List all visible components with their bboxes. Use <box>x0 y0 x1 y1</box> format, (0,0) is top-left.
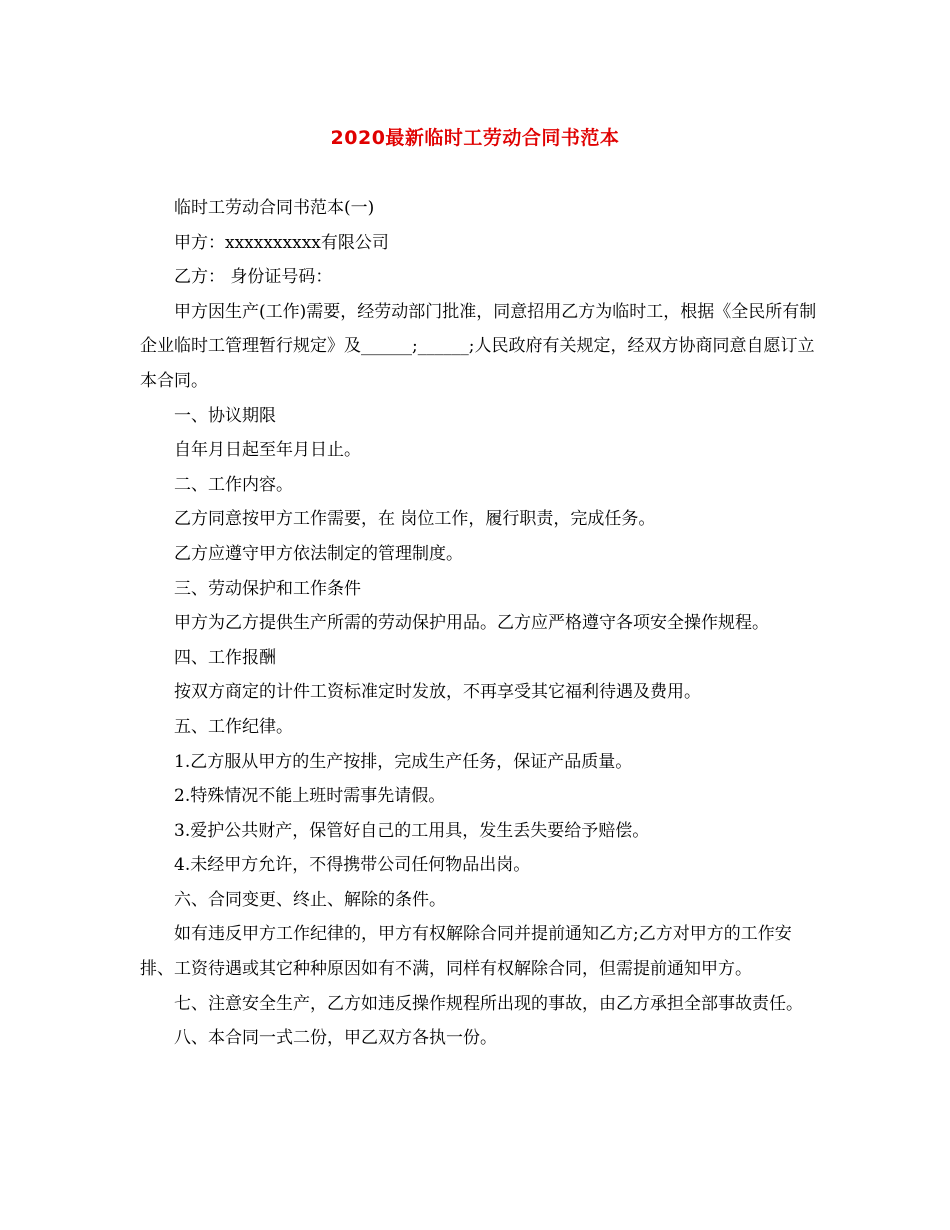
list-item-discipline-2: 2.特殊情况不能上班时需事先请假。 <box>174 786 446 807</box>
paragraph-work-content-2: 乙方应遵守甲方依法制定的管理制度。 <box>174 543 463 564</box>
section-heading-discipline: 五、工作纪律。 <box>174 716 293 737</box>
section-heading-termination: 六、合同变更、终止、解除的条件。 <box>174 889 446 910</box>
paragraph-preamble: 甲方因生产(工作)需要，经劳动部门批准，同意招用乙方为临时工，根据《全民所有制企业临时工管理暂行规定》及______;______;人民政府有关规定，经双方协商同意自愿订立本合同。 <box>140 301 817 391</box>
paragraph-term: 自年月日起至年月日止。 <box>174 440 361 461</box>
paragraph-copies: 八、本合同一式二份，甲乙双方各执一份。 <box>174 1028 497 1049</box>
paragraph-party-b: 乙方： 身份证号码： <box>174 267 333 288</box>
paragraph-subtitle: 临时工劳动合同书范本(一) <box>174 198 375 218</box>
paragraph-party-a: 甲方：xxxxxxxxxx有限公司 <box>174 232 389 253</box>
list-item-discipline-3: 3.爱护公共财产，保管好自己的工用具，发生丢失要给予赔偿。 <box>174 820 650 841</box>
section-heading-pay: 四、工作报酬 <box>174 647 276 668</box>
paragraph-work-content-1: 乙方同意按甲方工作需要，在 岗位工作，履行职责，完成任务。 <box>174 509 656 530</box>
paragraph-safety: 七、注意安全生产，乙方如违反操作规程所出现的事故，由乙方承担全部事故责任。 <box>174 993 803 1014</box>
section-heading-protection: 三、劳动保护和工作条件 <box>174 578 361 599</box>
paragraph-termination: 如有违反甲方工作纪律的，甲方有权解除合同并提前通知乙方;乙方对甲方的工作安排、工资待遇或其它种种原因如有不满，同样有权解除合同，但需提前通知甲方。 <box>140 924 792 980</box>
section-heading-term: 一、协议期限 <box>174 405 276 426</box>
paragraph-protection: 甲方为乙方提供生产所需的劳动保护用品。乙方应严格遵守各项安全操作规程。 <box>174 613 769 634</box>
paragraph-pay: 按双方商定的计件工资标准定时发放，不再享受其它福利待遇及费用。 <box>174 682 701 703</box>
list-item-discipline-1: 1.乙方服从甲方的生产按排，完成生产任务，保证产品质量。 <box>174 751 633 772</box>
document-body <box>140 191 825 1056</box>
section-heading-work-content: 二、工作内容。 <box>174 474 293 495</box>
document-title: 2020最新临时工劳动合同书范本 <box>330 127 620 149</box>
list-item-discipline-4: 4.未经甲方允许，不得携带公司任何物品出岗。 <box>174 855 531 876</box>
